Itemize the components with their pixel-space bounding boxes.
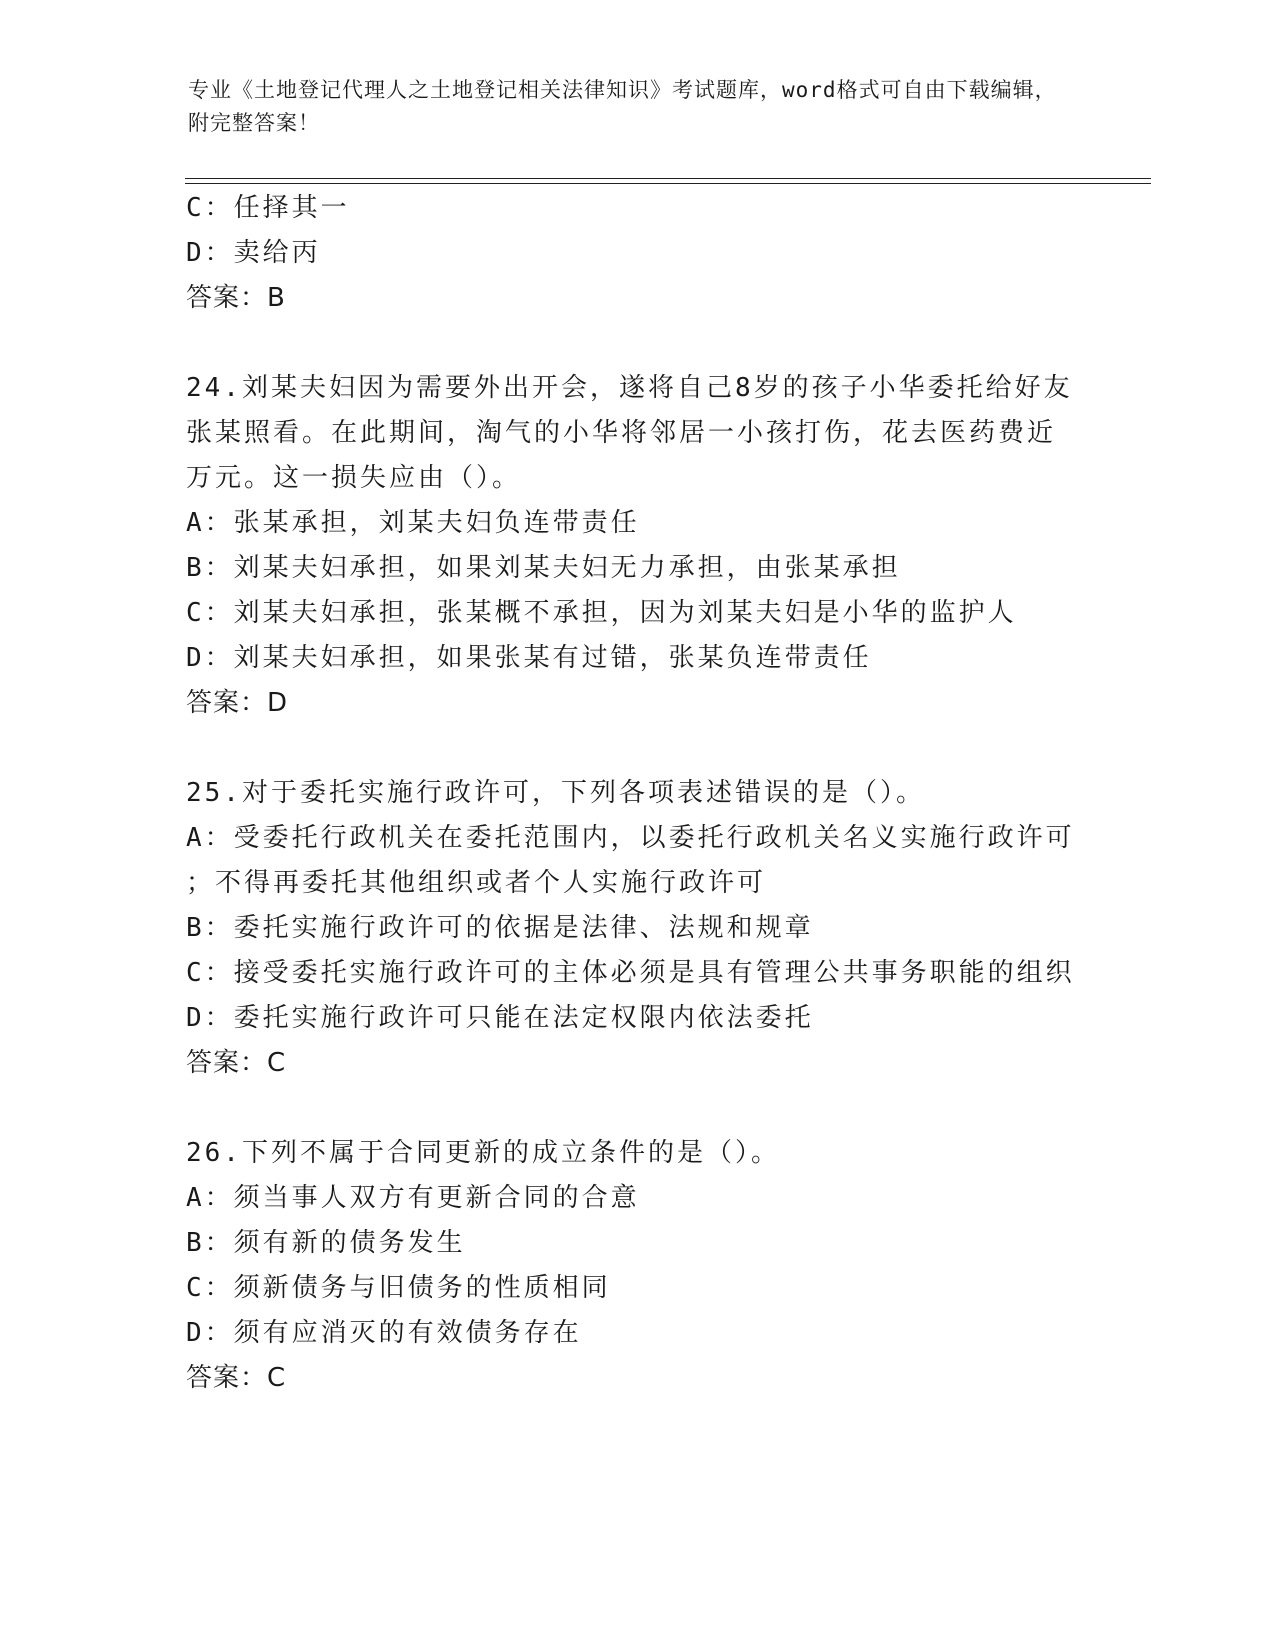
answer: 答案：B [186, 283, 286, 313]
answer: 答案：C [186, 1363, 287, 1393]
header-divider-top [185, 178, 1151, 179]
question-stem: 26.下列不属于合同更新的成立条件的是（）。 [186, 1138, 780, 1168]
answer: 答案：D [186, 688, 289, 718]
header-divider-bottom [185, 183, 1151, 184]
option-c: C：须新债务与旧债务的性质相同 [186, 1273, 611, 1303]
option-c: C：接受委托实施行政许可的主体必须是具有管理公共事务职能的组织 [186, 958, 1075, 988]
option-d: D：须有应消灭的有效债务存在 [186, 1318, 582, 1348]
question-stem: 张某照看。在此期间，淘气的小华将邻居一小孩打伤，花去医药费近 [186, 418, 1057, 448]
option-a: A：受委托行政机关在委托范围内，以委托行政机关名义实施行政许可 [186, 823, 1075, 853]
option-d: D：委托实施行政许可只能在法定权限内依法委托 [186, 1003, 814, 1033]
question-stem: 24.刘某夫妇因为需要外出开会，遂将自己8岁的孩子小华委托给好友 [186, 373, 1073, 403]
option-a: A：须当事人双方有更新合同的合意 [186, 1183, 640, 1213]
option-b: B：委托实施行政许可的依据是法律、法规和规章 [186, 913, 814, 943]
page-header: 专业《土地登记代理人之土地登记相关法律知识》考试题库，word格式可自由下载编辑，附完整答案！ [188, 78, 1057, 135]
option-c: C：任择其一 [186, 193, 350, 223]
option-d: D：卖给丙 [186, 238, 321, 268]
option-b: B：须有新的债务发生 [186, 1228, 466, 1258]
option-b: B：刘某夫妇承担，如果刘某夫妇无力承担，由张某承担 [186, 553, 901, 583]
option-c: C：刘某夫妇承担，张某概不承担，因为刘某夫妇是小华的监护人 [186, 598, 1017, 628]
question-stem: 万元。这一损失应由（）。 [186, 463, 522, 493]
option-a-continued: ；不得再委托其他组织或者个人实施行政许可 [186, 868, 767, 898]
answer: 答案：C [186, 1048, 287, 1078]
option-a: A：张某承担，刘某夫妇负连带责任 [186, 508, 640, 538]
option-d: D：刘某夫妇承担，如果张某有过错，张某负连带责任 [186, 643, 872, 673]
question-stem: 25.对于委托实施行政许可，下列各项表述错误的是（）。 [186, 778, 925, 808]
